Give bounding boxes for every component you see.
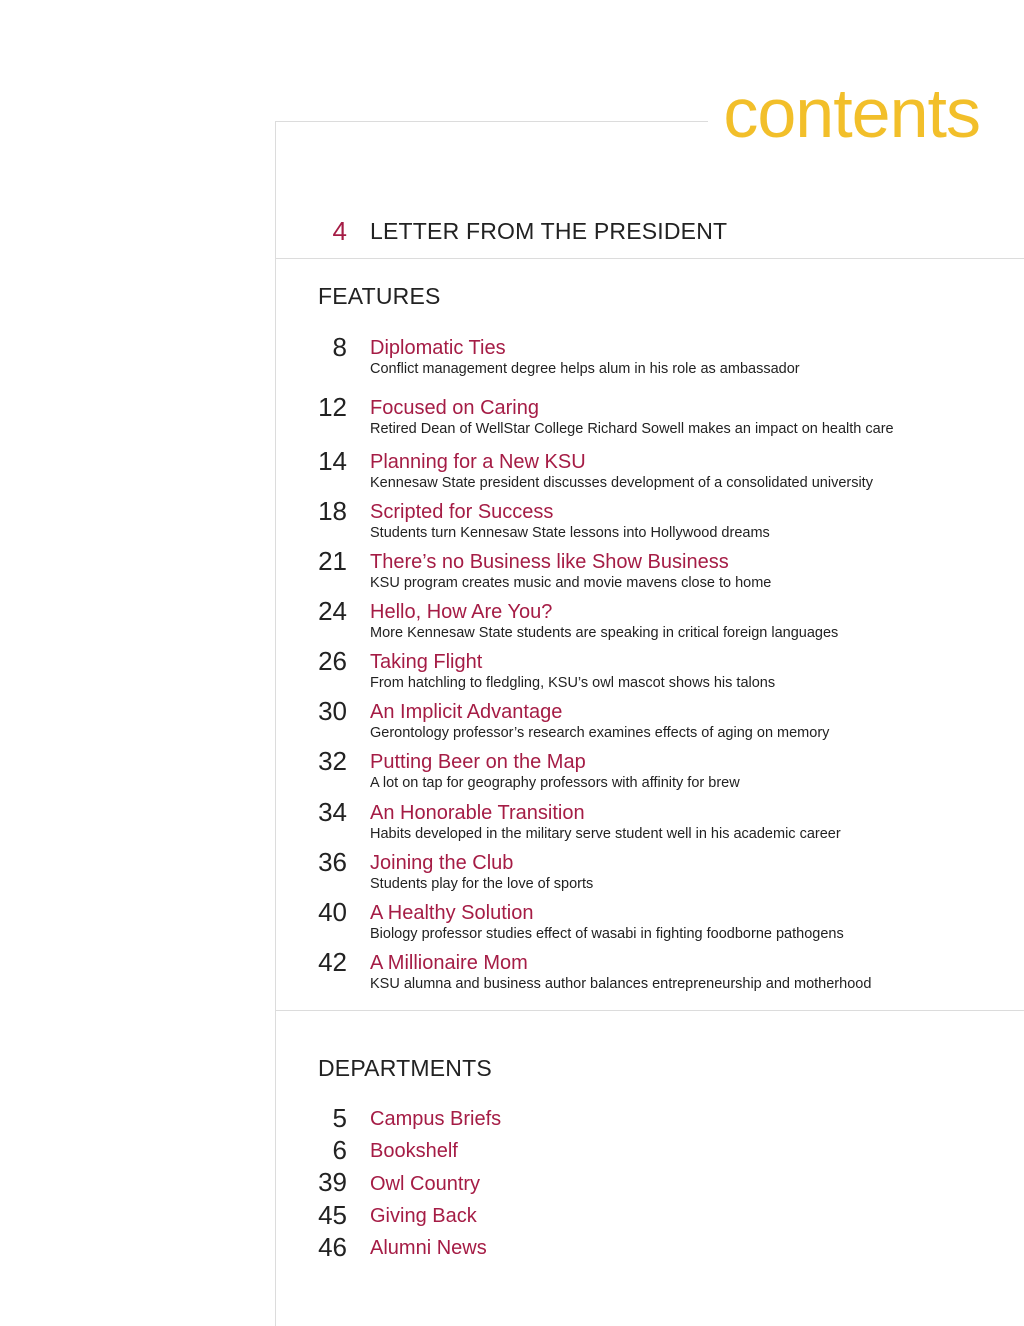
feature-title[interactable]: A Healthy Solution [370, 902, 534, 924]
department-page-number: 6 [332, 1135, 347, 1165]
feature-title[interactable]: Diplomatic Ties [370, 337, 506, 359]
feature-page-number: 12 [318, 392, 347, 422]
department-title[interactable]: Bookshelf [370, 1140, 458, 1162]
feature-description: More Kennesaw State students are speaking in critical foreign languages [370, 625, 839, 641]
department-page-number: 46 [318, 1232, 347, 1262]
feature-description: Habits developed in the military serve student well in his academic career [370, 826, 841, 842]
feature-page-number: 30 [318, 696, 347, 726]
feature-description: Conflict management degree helps alum in his role as ambassador [370, 361, 800, 377]
feature-page-number: 21 [318, 546, 347, 576]
feature-description: Gerontology professor’s research examines effects of aging on memory [370, 725, 830, 741]
feature-title[interactable]: Scripted for Success [370, 501, 554, 523]
features-divider [275, 1010, 1024, 1011]
letter-title[interactable]: LETTER FROM THE PRESIDENT [370, 218, 728, 244]
feature-title[interactable]: Joining the Club [370, 852, 514, 874]
feature-description: A lot on tap for geography professors with affinity for brew [370, 775, 740, 791]
feature-title[interactable]: Taking Flight [370, 651, 483, 673]
feature-title[interactable]: Hello, How Are You? [370, 601, 553, 623]
feature-page-number: 40 [318, 897, 347, 927]
feature-description: Students play for the love of sports [370, 876, 594, 892]
department-title[interactable]: Owl Country [370, 1173, 481, 1195]
feature-description: KSU program creates music and movie mavens close to home [370, 575, 772, 591]
feature-page-number: 8 [332, 332, 347, 362]
feature-page-number: 18 [318, 496, 347, 526]
feature-title[interactable]: Focused on Caring [370, 397, 539, 419]
department-title[interactable]: Campus Briefs [370, 1108, 502, 1130]
letter-page-number[interactable]: 4 [332, 216, 347, 246]
department-page-number: 45 [318, 1200, 347, 1230]
feature-title[interactable]: An Honorable Transition [370, 802, 585, 824]
feature-page-number: 36 [318, 847, 347, 877]
feature-description: Retired Dean of WellStar College Richard Sowell makes an impact on health care [370, 421, 894, 437]
feature-page-number: 14 [318, 446, 347, 476]
feature-description: KSU alumna and business author balances entrepreneurship and motherhood [370, 976, 872, 992]
department-page-number: 5 [332, 1103, 347, 1133]
feature-title[interactable]: A Millionaire Mom [370, 952, 528, 974]
feature-page-number: 42 [318, 947, 347, 977]
features-heading: FEATURES [318, 283, 441, 309]
feature-title[interactable]: An Implicit Advantage [370, 701, 563, 723]
feature-page-number: 34 [318, 797, 347, 827]
feature-page-number: 32 [318, 746, 347, 776]
left-rule [275, 121, 276, 1326]
feature-page-number: 24 [318, 596, 347, 626]
feature-description: Students turn Kennesaw State lessons into Hollywood dreams [370, 525, 770, 541]
department-page-number: 39 [318, 1167, 347, 1197]
feature-title[interactable]: Putting Beer on the Map [370, 751, 586, 773]
department-title[interactable]: Alumni News [370, 1237, 487, 1259]
page-title: contents [723, 74, 980, 152]
letter-divider [275, 258, 1024, 259]
department-title[interactable]: Giving Back [370, 1205, 477, 1227]
feature-description: Kennesaw State president discusses development of a consolidated university [370, 475, 873, 491]
feature-title[interactable]: There’s no Business like Show Business [370, 551, 729, 573]
feature-title[interactable]: Planning for a New KSU [370, 451, 586, 473]
top-rule [275, 121, 708, 122]
departments-heading: DEPARTMENTS [318, 1055, 492, 1081]
feature-description: From hatchling to fledgling, KSU’s owl mascot shows his talons [370, 675, 776, 691]
feature-description: Biology professor studies effect of wasabi in fighting foodborne pathogens [370, 926, 844, 942]
feature-page-number: 26 [318, 646, 347, 676]
